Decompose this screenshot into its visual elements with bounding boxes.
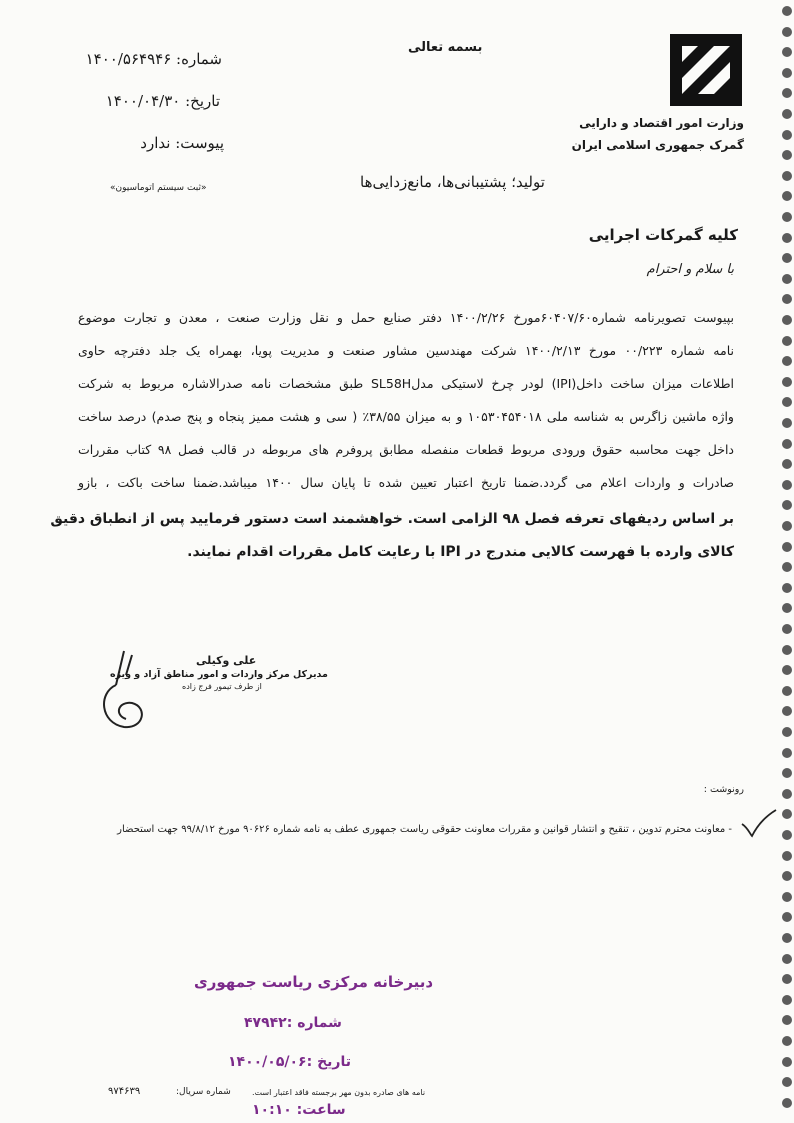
body-line: بر اساس ردیفهای تعرفه فصل ۹۸ الزامی است. خواهشمند است دستور فرمایید پس از انطباق دقیق	[50, 511, 734, 527]
body-line: نامه شماره ۰۰/۲۲۳ مورخ ۱۴۰۰/۲/۱۳ شرکت مهندسین مشاور صنعت و مدیریت پویا، بهمراه یک جلد دفترچه حاوی	[78, 343, 734, 358]
margin-dot	[782, 130, 792, 140]
signer-by: از طرف تیمور فرج زاده	[182, 682, 262, 691]
margin-dot	[782, 191, 792, 201]
margin-dot	[782, 871, 792, 881]
serial-label: شماره سریال:	[176, 1087, 231, 1097]
margin-dot	[782, 315, 792, 325]
margin-dot	[782, 748, 792, 758]
margin-dot	[782, 521, 792, 531]
margin-dot	[782, 480, 792, 490]
stamp-number: شماره :۴۷۹۴۲	[244, 1015, 342, 1031]
margin-dot	[782, 171, 792, 181]
margin-dot	[782, 68, 792, 78]
date-value: ۱۴۰۰/۰۴/۳۰	[105, 92, 181, 110]
handwritten-signature	[96, 645, 166, 735]
margin-dot	[782, 686, 792, 696]
margin-dot	[782, 274, 792, 284]
margin-dot	[782, 377, 792, 387]
footer-note: نامه های صادره بدون مهر برجسته فاقد اعتبار است.	[252, 1088, 426, 1097]
margin-dot	[782, 356, 792, 366]
margin-dot	[782, 789, 792, 799]
margin-dot	[782, 542, 792, 552]
margin-dot	[782, 27, 792, 37]
margin-dot	[782, 88, 792, 98]
body-line: اطلاعات میزان ساخت داخل(IPI) لودر چرخ لاستیکی مدلSL58H طبق مشخصات نامه صدرالاشاره مربوط به شرکت	[78, 376, 734, 391]
margin-dot	[782, 974, 792, 984]
margin-dot	[782, 645, 792, 655]
margin-dot	[782, 109, 792, 119]
system-note: «ثبت سیستم اتوماسیون»	[110, 183, 207, 193]
margin-dot	[782, 954, 792, 964]
margin-dot	[782, 150, 792, 160]
margin-dot	[782, 583, 792, 593]
letter-number	[62, 50, 222, 68]
stamp-title: دبیرخانه مرکزی ریاست جمهوری	[194, 973, 434, 991]
margin-dot	[782, 706, 792, 716]
customs-emblem-icon	[668, 32, 744, 108]
margin-dot	[782, 1077, 792, 1087]
addressee: کلیه گمرکات اجرایی	[588, 226, 738, 244]
margin-dot	[782, 6, 792, 16]
body-line: کالای وارده با فهرست کالایی مندرج در IPI با رعایت کامل مقررات اقدام نمایند.	[187, 544, 734, 560]
attachment: پیوست: ندارد	[140, 134, 224, 152]
margin-dot	[782, 1015, 792, 1025]
margin-dot	[782, 459, 792, 469]
margin-dot	[782, 397, 792, 407]
body-line: واژه ماشین زاگرس به شناسه ملی ۱۰۵۳۰۴۵۴۰۱۸ و به میزان ۳۸/۵۵٪ ( سی و هشت ممیز پنجاه و پنج صدم) درصد ساخت	[78, 409, 734, 424]
margin-dot	[782, 851, 792, 861]
date-label: تاریخ:	[185, 92, 220, 110]
margin-dot	[782, 233, 792, 243]
body-line: صادرات و واردات اعلام می گردد.ضمنا تاریخ اعتبار تعیین شده تا پایان سال ۱۴۰۰ میباشد.ضمنا ساخت باکت ، بازو	[78, 475, 734, 490]
margin-dot	[782, 212, 792, 222]
cc-line: - معاونت محترم تدوین ، تنقیح و انتشار قوانین و مقررات معاونت حقوقی ریاست جمهوری عطف به نامه شماره ۹۰۶۲۶ مورخ ۹۹/۸/۱۲ جهت استحضار	[117, 824, 732, 835]
margin-dot	[782, 253, 792, 263]
margin-dot	[782, 624, 792, 634]
serial-value: ۹۷۴۶۳۹	[108, 1086, 141, 1097]
signer-name: علی وکیلی	[196, 654, 257, 667]
customs-name: گمرک جمهوری اسلامی ایران	[571, 138, 744, 152]
margin-dot	[782, 47, 792, 57]
letter-date	[72, 92, 220, 110]
margin-dot	[782, 562, 792, 572]
margin-dot	[782, 336, 792, 346]
margin-dot	[782, 439, 792, 449]
margin-dot	[782, 418, 792, 428]
stamp-time: ساعت: ۱۰:۱۰	[252, 1102, 346, 1118]
margin-dot	[782, 912, 792, 922]
margin-dot	[782, 727, 792, 737]
number-label: شماره:	[176, 50, 222, 68]
signer-title: مدیرکل مرکز واردات و امور مناطق آزاد و ویژه	[110, 669, 328, 680]
margin-dot	[782, 665, 792, 675]
margin-dot	[782, 1057, 792, 1067]
ministry-name: وزارت امور اقتصاد و دارایی	[579, 116, 744, 130]
margin-dots	[780, 0, 792, 1123]
margin-dot	[782, 603, 792, 613]
margin-dot	[782, 768, 792, 778]
margin-dot	[782, 1098, 792, 1108]
greeting: با سلام و احترام	[646, 262, 734, 277]
margin-dot	[782, 933, 792, 943]
margin-dot	[782, 892, 792, 902]
body-line: داخل جهت محاسبه حقوق ورودی مربوط قطعات منفصله مطابق پروفرم های مربوطه در قالب فصل ۹۸ کتاب مقررات	[78, 442, 734, 457]
margin-dot	[782, 995, 792, 1005]
cc-label: رونوشت :	[703, 784, 744, 795]
department-note: تولید؛ پشتیبانی‌ها، مانع‌زدایی‌ها	[360, 173, 545, 191]
margin-dot	[782, 500, 792, 510]
basmala: بسمه تعالی	[408, 40, 483, 55]
margin-dot	[782, 809, 792, 819]
stamp-date: تاریخ :۱۴۰۰/۰۵/۰۶	[228, 1054, 351, 1070]
margin-dot	[782, 830, 792, 840]
body-line: بپیوست تصویرنامه شماره۶۰۴۰۷/۶۰مورخ ۱۴۰۰/۲/۲۶ دفتر صنایع حمل و نقل وزارت صنعت ، معدن و تجارت موضوع	[78, 310, 735, 325]
margin-dot	[782, 294, 792, 304]
margin-dot	[782, 1036, 792, 1046]
check-mark-icon	[738, 808, 778, 838]
number-value: ۱۴۰۰/۵۶۴۹۴۶	[85, 50, 172, 68]
